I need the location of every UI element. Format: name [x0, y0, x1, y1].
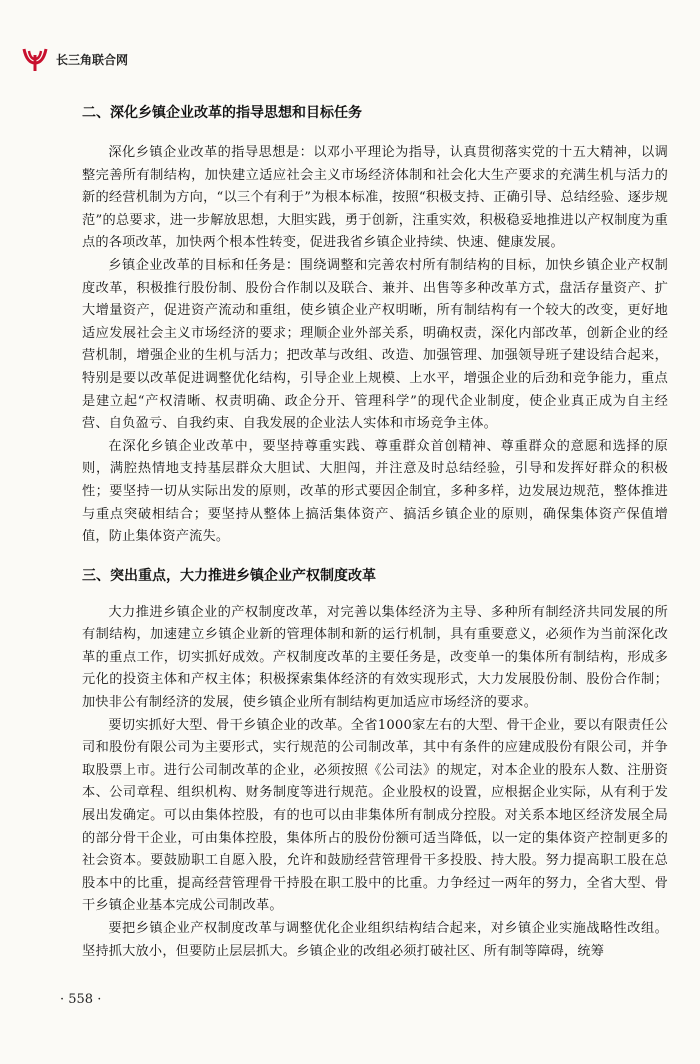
page-header	[20, 44, 128, 74]
paragraph: 深化乡镇企业改革的指导思想是：以邓小平理论为指导，认真贯彻落实党的十五大精神，以调整完善所有制结构，加快建立适应社会主义市场经济体制和社会化大生产要求的充满生机与活力的新的经营机制为方向，“以三个有利于”为根本标准，按照“积极支持、正确引导、总结经验、逐步规范”的总要求，进一步解放思想，大胆实践，勇于创新，注重实效，积极稳妥地推进以产权制度为重点的各项改革，加快两个根本性转变，促进我省乡镇企业持续、快速、健康发展。	[82, 145, 668, 251]
site-logo-icon	[20, 45, 50, 73]
paragraph: 要把乡镇企业产权制度改革与调整优化企业组织结构结合起来，对乡镇企业实施战略性改组。坚持抓大放小，但要防止层层抓大。乡镇企业的改组必须打破社区、所有制等障碍，统筹	[82, 921, 668, 959]
paragraph: 乡镇企业改革的目标和任务是：围绕调整和完善农村所有制结构的目标，加快乡镇企业产权制度改革，积极推行股份制、股份合作制以及联合、兼并、出售等多种改革方式，盘活存量资产、扩大增量资产，促进资产流动和重组，使乡镇企业产权明晰，所有制结构有一个较大的改变，更好地适应发展社会主义市场经济的要求；理顺企业外部关系，明确权责，深化内部改革，创新企业的经营机制，增强企业的生机与活力；把改革与改组、改造、加强管理、加强领导班子建设结合起来，特别是要以改革促进调整优化结构，引导企业上规模、上水平，增强企业的后劲和竞争能力，重点是建立起“产权清晰、权责明确、政企分开、管理科学”的现代企业制度，使企业真正成为自主经营、自负盈亏、自我约束、自我发展的企业法人实体和市场竞争主体。	[82, 257, 668, 432]
paragraph: 在深化乡镇企业改革中，要坚持尊重实践、尊重群众首创精神、尊重群众的意愿和选择的原则，满腔热情地支持基层群众大胆试、大胆闯，并注意及时总结经验，引导和发挥好群众的积极性；要坚持一切从实际出发的原则，改革的形式要因企制宜，多种多样，边发展边规范，整体推进与重点突破相结合；要坚持从整体上搞活集体资产、搞活乡镇企业的原则，确保集体资产保值增值，防止集体资产流失。	[82, 438, 668, 545]
section-heading: 二、深化乡镇企业改革的指导思想和目标任务	[82, 105, 362, 121]
paragraph: 要切实抓好大型、骨干乡镇企业的改革。全省1000家左右的大型、骨干企业，要以有限责任公司和股份有限公司为主要形式，实行规范的公司制改革，其中有条件的应建成股份有限公司，并争取股票上市。进行公司制改革的企业，必须按照《公司法》的规定，对本企业的股东人数、注册资本、公司章程、组织机构、财务制度等进行规范。企业股权的设置，应根据企业实际，从有利于发展出发确定。可以由集体控股，有的也可以由非集体所有制成分控股。对关系本地区经济发展全局的部分骨干企业，可由集体控股，集体所占的股份份额可适当降低，以一定的集体资产控制更多的社会资本。要鼓励职工自愿入股，允许和鼓励经营管理骨干多投股、持大股。努力提高职工股在总股本中的比重，提高经营管理骨干持股在职工股中的比重。力争经过一两年的努力，全省大型、骨干乡镇企业基本完成公司制改革。	[82, 717, 668, 914]
page-number: · 558 ·	[60, 992, 102, 1007]
site-name: 长三角联合网	[56, 52, 129, 67]
section-heading: 三、突出重点，大力推进乡镇企业产权制度改革	[82, 567, 376, 584]
document-body	[82, 92, 668, 963]
paragraph: 大力推进乡镇企业的产权制度改革，对完善以集体经济为主导、多种所有制经济共同发展的所有制结构，加速建立乡镇企业新的管理体制和新的运行机制，具有重要意义，必须作为当前深化改革的重点工作，切实抓好成效。产权制度改革的主要任务是，改变单一的集体所有制结构，形成多元化的投资主体和产权主体；积极探索集体经济的有效实现形式，大力发展股份制、股份合作制；加快非公有制经济的发展，使乡镇企业所有制结构更加适应市场经济的要求。	[82, 604, 668, 711]
